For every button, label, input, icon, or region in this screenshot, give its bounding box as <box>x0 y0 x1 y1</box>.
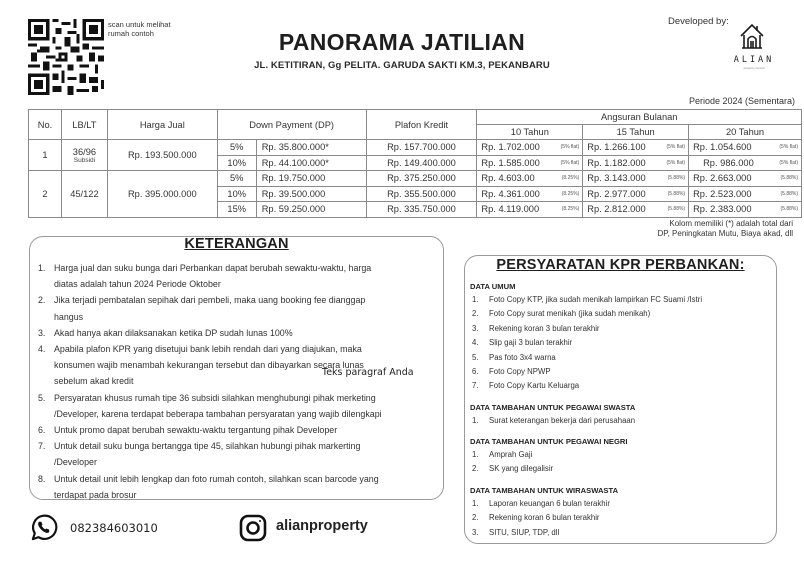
header-20-tahun: 20 Tahun <box>689 125 802 140</box>
footnote-line-1: Kolom memiliki (*) adalah total dari <box>669 219 793 228</box>
keterangan-title: KETERANGAN <box>184 236 289 252</box>
plafon-amount: Rp. 335.750.000 <box>366 202 477 218</box>
list-item <box>472 336 702 350</box>
angsuran-20 <box>689 186 802 202</box>
list-item <box>38 325 448 341</box>
header-15-tahun: 15 Tahun <box>583 125 689 140</box>
angsuran-value: Rp. 2.977.000 <box>587 188 646 199</box>
header-10-tahun: 10 Tahun <box>477 125 583 140</box>
item-line: /Developer, karena terdapat beberapa tambahan persyaratan yang wajib dilengkapi <box>54 408 382 419</box>
address: JL. KETITIRAN, Gg PELITA. GARUDA SAKTI KM.3, PEKANBARU <box>254 60 550 71</box>
item-text <box>54 325 448 341</box>
angsuran-15 <box>583 155 689 171</box>
item-number: 1. <box>472 295 479 304</box>
list-item <box>38 260 448 292</box>
wiraswasta-list <box>472 497 610 540</box>
item-line: Akad hanya akan dilaksanakan ketika DP sudah lunas 100% <box>54 327 293 338</box>
header-lblt: LB/LT <box>61 110 107 140</box>
rate-label: (5% flat) <box>779 159 798 166</box>
table-footnote <box>658 219 794 239</box>
list-item <box>472 497 610 511</box>
angsuran-value: Rp. 1.054.600 <box>693 142 752 153</box>
unit-lblt-value: 36/96 <box>72 146 97 157</box>
dp-amount: Rp. 39.500.000 <box>256 186 366 202</box>
plafon-amount: Rp. 355.500.000 <box>366 186 477 202</box>
angsuran-15 <box>583 140 689 156</box>
header-no: No. <box>29 110 62 140</box>
item-line: konsumen wajib menambah kekurangan tersebut dan dibayarkan secara lunas <box>54 360 364 371</box>
item-text: Laporan keuangan 6 bulan terakhir <box>489 499 610 508</box>
list-item <box>472 448 553 462</box>
qr-caption-line-1: scan untuk melihat <box>108 20 171 29</box>
item-number: 2. <box>472 309 479 319</box>
angsuran-10 <box>477 155 583 171</box>
unit-no: 1 <box>29 140 62 171</box>
whatsapp-icon <box>29 513 58 542</box>
dp-percent: 10% <box>217 155 256 171</box>
list-item <box>472 293 702 307</box>
developed-by-label: Developed by: <box>668 16 729 27</box>
item-number: 4. <box>38 344 46 355</box>
item-text: Slip gaji 3 bulan terakhir <box>489 338 573 348</box>
rate-label: (8.25%) <box>561 206 580 212</box>
dp-percent: 5% <box>217 140 256 156</box>
item-number: 6. <box>472 367 479 377</box>
item-number: 1. <box>38 263 46 273</box>
angsuran-20 <box>689 171 802 187</box>
item-text: Surat keterangan bekerja dari perusahaan <box>489 416 636 425</box>
rate-label: (5.88%) <box>780 206 798 212</box>
angsuran-20 <box>689 155 802 171</box>
item-text: SITU, SIUP, TDP, dll <box>489 527 560 537</box>
item-number: 5. <box>472 352 479 362</box>
item-line: Apabila plafon KPR yang disetujui bank lebih rendah dari yang diajukan, maka <box>54 344 362 355</box>
item-line: Untuk promo dapat berubah sewaktu-waktu tergantung pihak Developer <box>54 425 338 436</box>
rate-label: (5% flat) <box>560 144 580 150</box>
item-number: 7. <box>38 441 46 452</box>
section-heading-data-umum: DATA UMUM <box>470 282 516 291</box>
angsuran-value: Rp. 1.266.100 <box>587 142 646 153</box>
item-line: Jika terjadi pembatalan sepihak dari pembeli, maka uang booking fee dianggap <box>54 295 366 306</box>
angsuran-value: Rp. 2.663.000 <box>693 173 752 184</box>
item-text <box>54 341 448 390</box>
whatsapp-number[interactable]: 082384603010 <box>70 521 158 535</box>
rate-label: (8.25%) <box>561 175 580 181</box>
angsuran-10 <box>477 202 583 218</box>
rate-label: (5% flat) <box>666 159 686 166</box>
angsuran-value: Rp. 1.585.000 <box>481 157 540 168</box>
unit-lblt-sub: Subsidi <box>73 156 96 164</box>
item-line: /Developer <box>54 457 97 468</box>
list-item <box>38 292 448 324</box>
item-text: Foto Copy NPWP <box>489 367 551 377</box>
item-line: diatas adalah tahun 2024 Periode Oktober <box>54 279 221 290</box>
page-title: PANORAMA JATILIAN <box>278 29 526 55</box>
angsuran-10 <box>477 171 583 187</box>
angsuran-10 <box>477 186 583 202</box>
item-number: 1. <box>472 416 479 425</box>
list-item <box>472 462 553 476</box>
rate-label: (5% flat) <box>779 144 798 150</box>
rate-label: (8.25%) <box>561 190 580 197</box>
list-item <box>472 414 635 428</box>
header-harga-jual: Harga Jual <box>107 110 217 140</box>
item-text: Pas foto 3x4 warna <box>489 352 556 362</box>
list-item <box>38 422 448 438</box>
unit-lblt: 45/122 <box>61 171 107 218</box>
angsuran-value: Rp. 1.182.000 <box>587 157 646 168</box>
table-row <box>29 171 802 187</box>
item-line: terdapat pada brosur <box>54 489 137 500</box>
item-number: 2. <box>472 513 479 523</box>
instagram-icon <box>239 514 267 542</box>
dp-percent: 15% <box>217 202 256 218</box>
angsuran-15 <box>583 186 689 202</box>
angsuran-value: Rp. 4.361.000 <box>481 188 540 199</box>
item-number: 1. <box>472 499 479 508</box>
list-item <box>38 438 448 470</box>
item-line: Untuk detail suku bunga bertangga tipe 45, silahkan hubungi pihak markerting <box>54 441 361 452</box>
item-text: Foto Copy KTP, jika sudah menikah lampirkan FC Suami /Istri <box>489 295 703 304</box>
rate-label: (5.88%) <box>667 175 686 181</box>
item-line: Harga jual dan suku bunga dari Perbankan dapat berubah sewaktu-waktu, harga <box>54 263 372 273</box>
periode-label: Periode 2024 (Sementara) <box>688 96 795 106</box>
item-text <box>54 260 448 292</box>
plafon-amount: Rp. 157.700.000 <box>366 140 477 156</box>
instagram-handle[interactable]: alianproperty <box>276 518 368 534</box>
item-number: 5. <box>38 392 46 403</box>
item-line: Persyaratan khusus rumah tipe 36 subsidi silahkan menghubungi pihak merketing <box>54 392 376 403</box>
item-text <box>54 438 448 470</box>
angsuran-10 <box>477 140 583 156</box>
item-line: hangus <box>54 311 84 322</box>
item-number: 2. <box>472 464 479 474</box>
header-down-payment: Down Payment (DP) <box>217 110 366 140</box>
list-item <box>472 322 702 336</box>
section-heading-wiraswasta: DATA TAMBAHAN UNTUK WIRASWASTA <box>470 486 619 495</box>
dp-percent: 5% <box>217 171 256 187</box>
item-number: 1. <box>472 450 479 459</box>
item-number: 3. <box>472 323 479 333</box>
rate-label: (5.88%) <box>780 175 798 181</box>
angsuran-value: Rp. 2.523.000 <box>693 188 752 199</box>
list-item <box>472 365 702 379</box>
item-number: 2. <box>38 295 46 306</box>
dp-amount: Rp. 59.250.000 <box>256 202 366 218</box>
logo-subtitle: property central <box>743 66 765 70</box>
data-umum-list <box>472 293 702 394</box>
table-header-row <box>29 110 802 125</box>
item-text: Foto Copy Kartu Keluarga <box>489 381 580 391</box>
list-item <box>472 511 610 525</box>
list-item <box>472 526 610 540</box>
rate-label: (5.88%) <box>667 206 686 212</box>
item-text: Amprah Gaji <box>489 450 533 459</box>
angsuran-20 <box>689 140 802 156</box>
price-table <box>28 109 802 218</box>
header-angsuran-bulanan: Angsuran Bulanan <box>477 110 802 125</box>
item-line: Untuk detail unit lebih lengkap dan foto rumah contoh, silahkan scan barcode yang <box>54 473 379 484</box>
qr-caption-line-2: rumah contoh <box>108 29 154 38</box>
item-text: Foto Copy surat menikah (jika sudah menikah) <box>489 309 651 319</box>
placeholder-paragraph-text: Teks paragraf Anda <box>322 367 414 378</box>
list-item <box>472 351 702 365</box>
item-text: Rekening koran 3 bulan terakhir <box>489 323 600 333</box>
unit-harga: Rp. 395.000.000 <box>107 171 217 218</box>
angsuran-20 <box>689 202 802 218</box>
persyaratan-title: PERSYARATAN KPR PERBANKAN: <box>496 257 745 273</box>
list-item <box>472 379 702 393</box>
dp-amount: Rp. 19.750.000 <box>256 171 366 187</box>
pegawai-negri-list <box>472 448 553 477</box>
section-heading-pegawai-negri: DATA TAMBAHAN UNTUK PEGAWAI NEGRI <box>470 437 628 446</box>
list-item <box>38 341 448 390</box>
logo-name: ALIAN <box>733 55 775 65</box>
item-text <box>54 422 448 438</box>
angsuran-value: Rp. 986.000 <box>703 157 754 168</box>
house-logo-icon <box>738 22 766 50</box>
angsuran-value: Rp. 1.702.000 <box>481 142 540 153</box>
dp-amount: Rp. 35.800.000* <box>256 140 366 156</box>
plafon-amount: Rp. 375.250.000 <box>366 171 477 187</box>
rate-label: (5.88%) <box>667 190 686 197</box>
item-number: 7. <box>472 381 479 391</box>
item-number: 6. <box>38 425 46 436</box>
list-item <box>472 307 702 321</box>
pegawai-swasta-list <box>472 414 635 428</box>
plafon-amount: Rp. 149.400.000 <box>366 155 477 171</box>
rate-label: (5% flat) <box>666 144 686 150</box>
unit-no: 2 <box>29 171 62 218</box>
item-number: 8. <box>38 473 46 484</box>
rate-label: (5.88%) <box>780 190 798 197</box>
section-heading-pegawai-swasta: DATA TAMBAHAN UNTUK PEGAWAI SWASTA <box>470 403 636 412</box>
angsuran-15 <box>583 171 689 187</box>
item-text: SK yang dilegalisir <box>489 464 554 474</box>
angsuran-value: Rp. 2.383.000 <box>693 204 752 215</box>
item-number: 4. <box>472 338 479 348</box>
dp-percent: 10% <box>217 186 256 202</box>
rate-label: (5% flat) <box>560 159 580 166</box>
item-number: 3. <box>472 527 479 537</box>
keterangan-list <box>38 260 448 503</box>
dp-amount: Rp. 44.100.000* <box>256 155 366 171</box>
item-text: Rekening koran 6 bulan terakhir <box>489 513 600 523</box>
angsuran-value: Rp. 4.119.000 <box>481 204 540 215</box>
angsuran-value: Rp. 2.812.000 <box>587 204 646 215</box>
item-line: sebelum akad kredit <box>54 376 134 387</box>
angsuran-15 <box>583 202 689 218</box>
item-text <box>54 292 448 324</box>
unit-harga: Rp. 193.500.000 <box>107 140 217 171</box>
table-row <box>29 140 802 156</box>
item-text <box>54 390 448 422</box>
list-item <box>38 471 448 503</box>
angsuran-value: Rp. 4.603.00 <box>481 173 535 184</box>
item-text <box>54 471 448 503</box>
unit-lblt <box>61 140 107 171</box>
header-plafon-kredit: Plafon Kredit <box>366 110 477 140</box>
angsuran-value: Rp. 3.143.000 <box>587 173 646 184</box>
footnote-line-2: DP, Peningkatan Mutu, Biaya akad, dll <box>657 229 793 238</box>
list-item <box>38 390 448 422</box>
item-number: 3. <box>38 327 46 338</box>
